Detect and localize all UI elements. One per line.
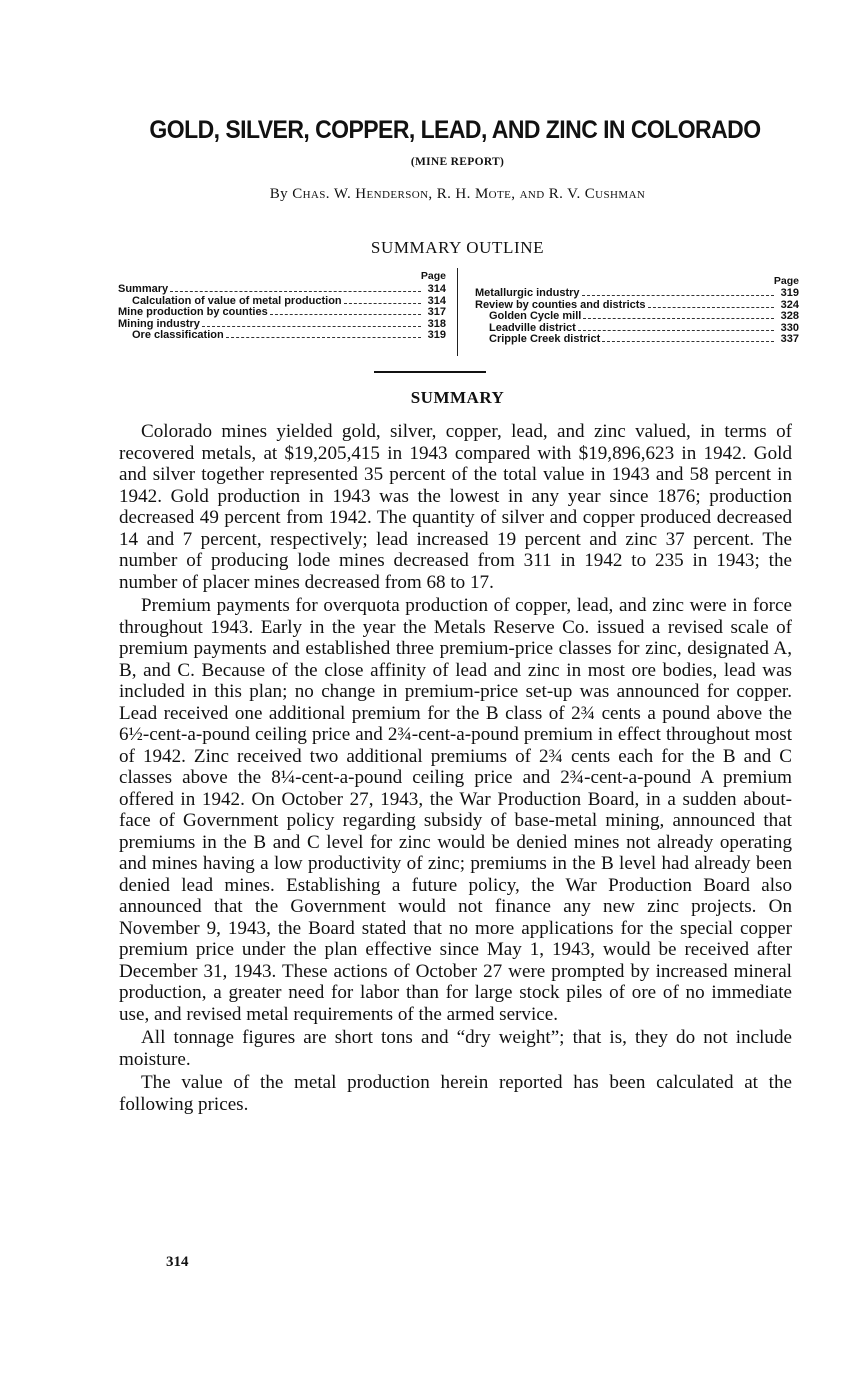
toc-entry-page: 314 xyxy=(427,294,446,307)
toc-entry-label: Mining industry xyxy=(118,317,200,330)
toc-leader-dots xyxy=(226,336,421,338)
toc-entry-page: 318 xyxy=(427,317,446,330)
toc-entry-page: 314 xyxy=(427,283,446,295)
toc-entry-page: 319 xyxy=(780,287,799,299)
summary-body xyxy=(119,421,792,1117)
toc-entry xyxy=(475,311,799,323)
toc-entry xyxy=(118,307,446,319)
toc-entry xyxy=(475,288,799,300)
toc-page-header: Page xyxy=(420,270,446,282)
paragraph: The value of the metal production herein reported has been calculated at the following prices. xyxy=(119,1072,792,1115)
section-heading: SUMMARY xyxy=(410,388,505,407)
toc-entry-page: 337 xyxy=(780,333,799,345)
toc-entry-page: 319 xyxy=(427,329,446,341)
toc-divider xyxy=(457,268,458,356)
toc-leader-dots xyxy=(344,302,421,304)
author-line xyxy=(0,186,860,203)
toc-entry-label: Mine production by counties xyxy=(118,306,268,318)
toc-entry xyxy=(118,284,446,296)
authors-prefix: By xyxy=(269,186,289,202)
toc-leader-dots xyxy=(270,313,421,315)
outline-heading: SUMMARY OUTLINE xyxy=(370,238,545,257)
toc-entry-label: Cripple Creek district xyxy=(489,333,601,345)
authors-names: Chas. W. Henderson, R. H. Mote, and R. V. Cushman xyxy=(292,186,646,202)
toc-right-column xyxy=(475,268,799,346)
toc-entry-label: Summary xyxy=(118,283,169,295)
section-divider xyxy=(374,371,486,373)
paragraph: All tonnage figures are short tons and “dry weight”; that is, they do not include moisture. xyxy=(119,1027,792,1070)
toc-leader-dots xyxy=(583,317,774,319)
toc-entry-page: 317 xyxy=(427,306,446,318)
toc-leader-dots xyxy=(602,340,774,342)
summary-outline-toc xyxy=(118,268,798,356)
toc-leader-dots xyxy=(202,325,421,327)
page-number: 314 xyxy=(166,1254,189,1270)
paragraph: Colorado mines yielded gold, silver, copper, lead, and zinc valued, in terms of recovered metals, at $19,205,415 in 1943 compared with $19,896,623 in 1942. Gold and silver together represented 35 percent of the total value in 1943 and 58 percent in 1942. Gold production in 1943 was the lowest in any year since 1876; production decreased 49 percent from 1942. The quantity of silver and copper produced decreased 14 and 7 percent, respectively; lead increased 19 percent and zinc 37 percent. The number of producing lode mines decreased from 311 in 1942 to 235 in 1943; the number of placer mines decreased from 68 to 17. xyxy=(119,421,792,593)
toc-entry-label: Calculation of value of metal production xyxy=(132,294,342,307)
toc-entry-label: Ore classification xyxy=(132,329,224,341)
toc-entry xyxy=(118,330,446,342)
toc-leader-dots xyxy=(578,329,774,331)
toc-entry-page: 324 xyxy=(780,298,799,311)
toc-entry-label: Metallurgic industry xyxy=(475,287,580,299)
paragraph: Premium payments for overquota production of copper, lead, and zinc were in force throughout 1943. Early in the year the Metals Reserve Co. issued a revised scale of premium payments and established three premium-price classes for zinc, designated A, B, and C. Because of the close affinity of lead and zinc in most ore bodies, lead was included in this plan; no change in premium-price set-up was announced for copper. Lead received one additional premium for the B class of 2¾ cents a pound above the 6½-cent-a-pound ceiling price and 2¾-cent-a-pound premium in effect throughout most of 1942. Zinc received two additional premiums of 2¾ cents each for the B and C classes above the 8¼-cent-a-pound ceiling price and 2¾-cent-a-pound A premium offered in 1942. On October 27, 1943, the War Production Board, in a sudden about-face of Government policy regarding subsidy of base-metal mining, announced that premiums in the B and C level for zinc would be denied mines not already operating and mines having a low productivity of zinc; premiums in the B level had already been denied lead mines. Establishing a future policy, the War Production Board also announced that the Government would not finance any new zinc projects. On November 9, 1943, the Board stated that no more applications for the special copper premium price under the plan effective since May 1, 1943, would be received after December 31, 1943. These actions of October 27 were prompted by increased mineral production, a greater need for labor than for large stock piles of ore of no immediate use, and revised metal requirements of the armed service. xyxy=(119,595,792,1025)
toc-entry-page: 328 xyxy=(780,310,799,322)
toc-entry-label: Review by counties and districts xyxy=(475,298,646,311)
toc-entry-label: Leadville district xyxy=(489,321,576,334)
report-subtitle: (MINE REPORT) xyxy=(410,156,505,168)
toc-leader-dots xyxy=(582,294,774,296)
toc-left-column xyxy=(118,268,446,342)
page-title: GOLD, SILVER, COPPER, LEAD, AND ZINC IN COLORADO xyxy=(149,116,761,144)
toc-entry-page: 330 xyxy=(780,321,799,334)
toc-entry xyxy=(475,334,799,346)
toc-page-header: Page xyxy=(773,275,799,287)
toc-leader-dots xyxy=(170,290,421,292)
toc-leader-dots xyxy=(648,306,774,308)
toc-entry-label: Golden Cycle mill xyxy=(489,310,582,322)
